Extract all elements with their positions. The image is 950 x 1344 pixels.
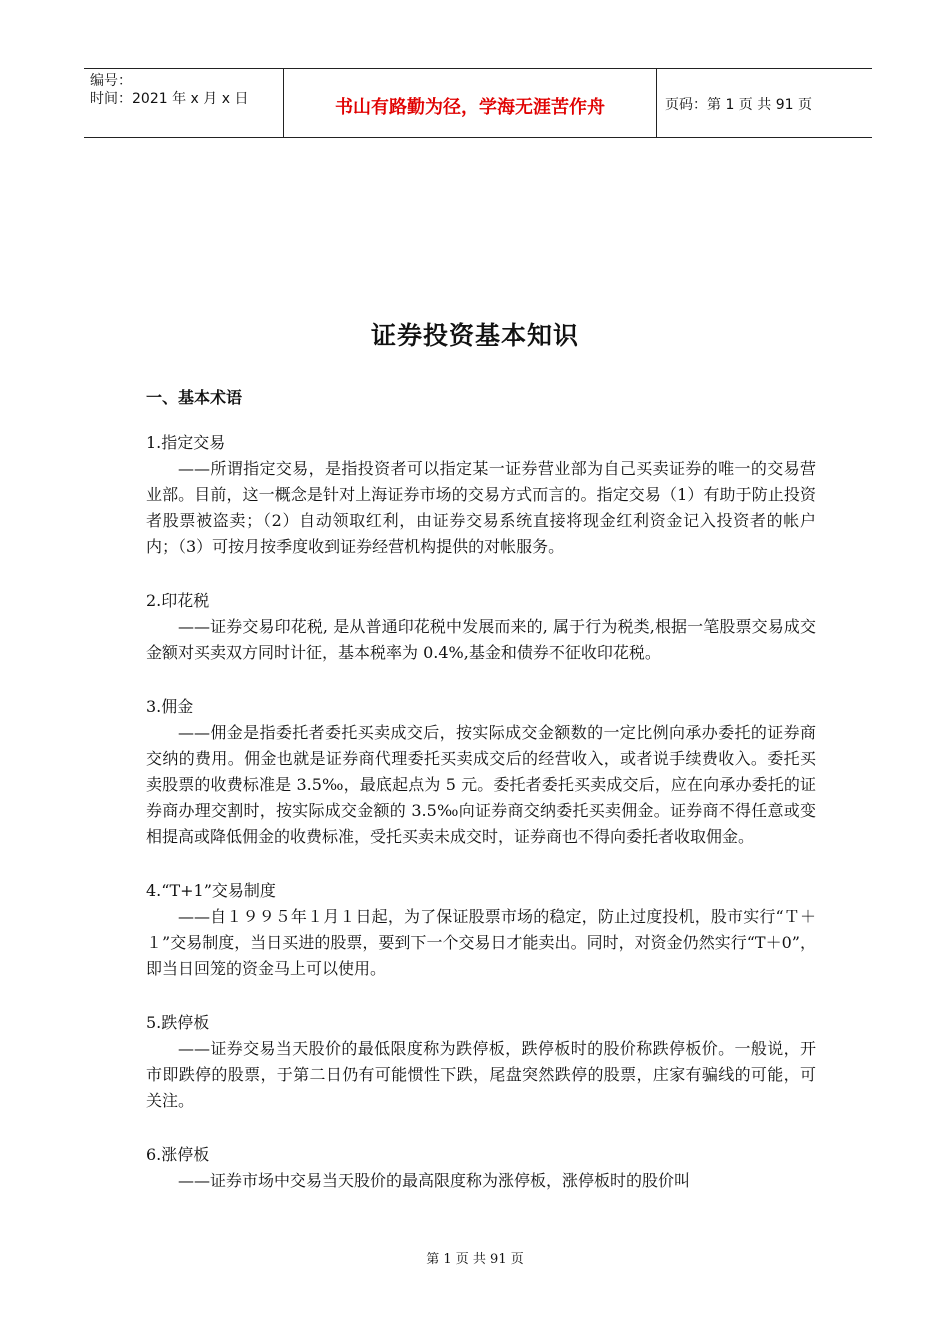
page-info: 页码：第 1 页 共 91 页 — [665, 97, 812, 113]
date-label: 时间：2021 年 x 月 x 日 — [90, 91, 249, 107]
section-heading: 一、基本术语 — [146, 388, 243, 407]
term-item — [146, 694, 816, 850]
term-heading: 6.涨停板 — [146, 1145, 210, 1164]
number-label: 编号： — [90, 73, 132, 89]
term-item — [146, 878, 816, 982]
motto: 书山有路勤为径，学海无涯苦作舟 — [335, 97, 605, 118]
term-body: ——佣金是指委托者委托买卖成交后，按实际成交金额数的一定比例向承办委托的证券商交纳的费用。佣金也就是证券商代理委托买卖成交后的经营收入，或者说手续费收入。委托买卖股票的收费标准是 3.5‰，最底起点为 5 元。委托者委托买卖成交后，应在向承办委托的证券商办理交割时，按实际成交金额的 3.5‰向证券商交纳委托买卖佣金。证券商不得任意或变相提高或降低佣金的收费标准，受托买卖未成交时，证券商也不得向委托者收取佣金。 — [146, 723, 816, 846]
term-heading: 1.指定交易 — [146, 433, 226, 452]
document-title: 证券投资基本知识 — [370, 321, 579, 350]
term-item — [146, 430, 816, 560]
header-motto-cell — [284, 69, 657, 137]
header-meta-cell — [84, 69, 284, 137]
term-body: ——证券交易当天股价的最低限度称为跌停板，跌停板时的股价称跌停板价。一般说，开市即跌停的股票，于第二日仍有可能惯性下跌，尾盘突然跌停的股票，庄家有骗线的可能，可关注。 — [146, 1039, 816, 1110]
term-heading: 2.印花税 — [146, 591, 210, 610]
term-heading: 3.佣金 — [146, 697, 194, 716]
page-footer: 第 1 页 共 91 页 — [426, 1252, 524, 1267]
term-item — [146, 1010, 816, 1114]
term-item — [146, 588, 816, 666]
header-page-cell — [657, 69, 872, 137]
term-body: ——证券交易印花税, 是从普通印花税中发展而来的, 属于行为税类,根据一笔股票交易成交金额对买卖双方同时计征，基本税率为 0.4%,基金和债券不征收印花税。 — [146, 617, 816, 662]
term-body: ——证券市场中交易当天股价的最高限度称为涨停板，涨停板时的股价叫 — [178, 1171, 691, 1190]
term-body: ——自１９９５年１月１日起，为了保证股票市场的稳定，防止过度投机，股市实行“Ｔ＋１”交易制度，当日买进的股票，要到下一个交易日才能卖出。同时，对资金仍然实行“T＋0”，即当日回笼的资金马上可以使用。 — [146, 907, 816, 978]
term-item — [146, 1142, 816, 1194]
document-body — [146, 430, 816, 1222]
term-heading: 4.“T+1”交易制度 — [146, 881, 276, 900]
term-body: ——所谓指定交易，是指投资者可以指定某一证券营业部为自己买卖证券的唯一的交易营业部。目前，这一概念是针对上海证券市场的交易方式而言的。指定交易（1）有助于防止投资者股票被盗卖；（2）自动领取红利，由证券交易系统直接将现金红利资金记入投资者的帐户内；（3）可按月按季度收到证券经营机构提供的对帐服务。 — [146, 459, 816, 556]
term-heading: 5.跌停板 — [146, 1013, 210, 1032]
document-header — [84, 68, 872, 138]
